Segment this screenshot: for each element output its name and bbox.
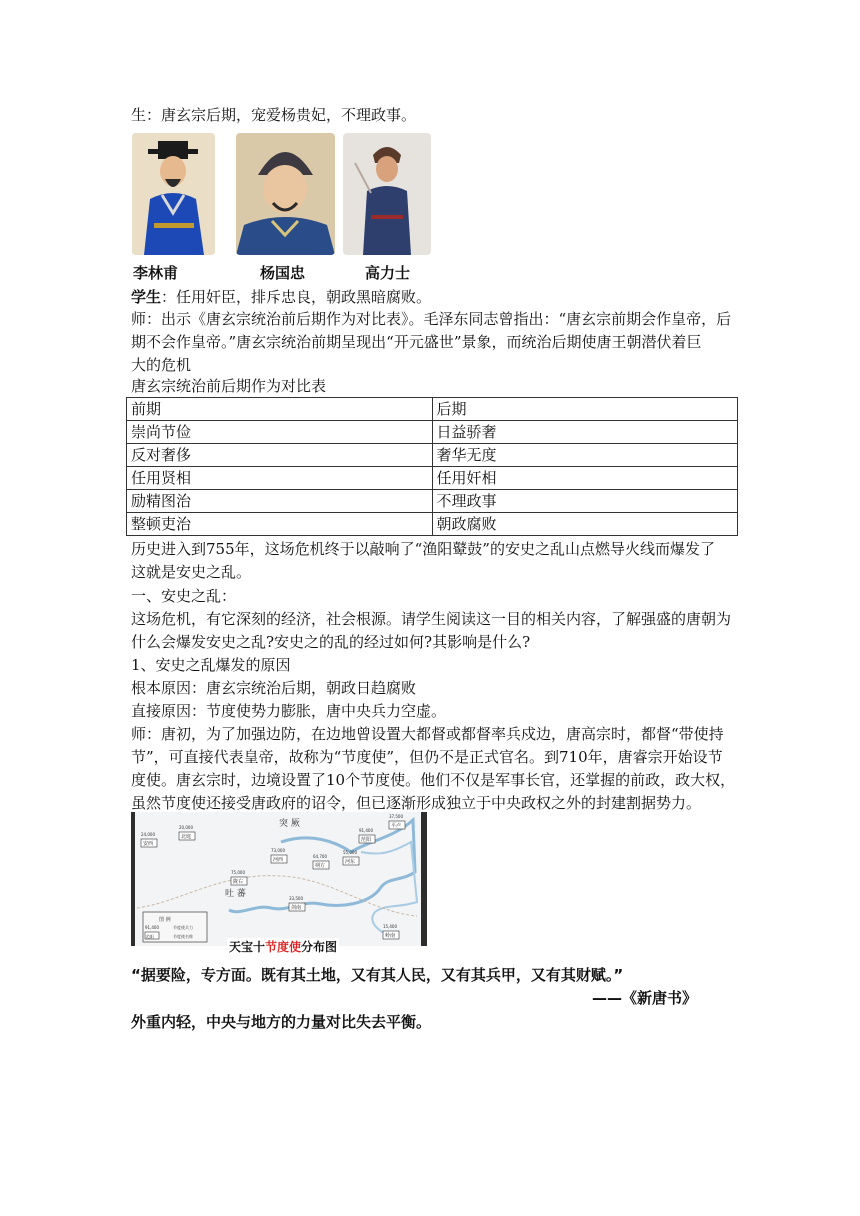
table-cell: 朝政腐败 bbox=[432, 513, 738, 536]
table-row bbox=[127, 444, 738, 467]
table-cell: 奢华无度 bbox=[432, 444, 738, 467]
header-cell-early: 前期 bbox=[127, 398, 433, 421]
teacher-para-line-1: 师：出示《唐玄宗统治前后期作为对比表》。毛泽东同志曾指出：“唐玄宗前期会作皇帝，后 bbox=[131, 310, 732, 328]
table-row bbox=[127, 421, 738, 444]
table-title: 唐玄宗统治前后期作为对比表 bbox=[131, 377, 327, 395]
map-legend-name: 节度使名称 bbox=[173, 934, 193, 939]
table-row bbox=[127, 490, 738, 513]
conclusion: 外重内轻，中央与地方的力量对比失去平衡。 bbox=[131, 1013, 432, 1031]
region-pinglu: 平卢 bbox=[391, 823, 402, 829]
region-hedong: 河东 bbox=[345, 859, 356, 865]
region-anxi: 安西 bbox=[143, 841, 154, 847]
table-cell: 反对奢侈 bbox=[127, 444, 433, 467]
table-cell: 崇尚节俭 bbox=[127, 421, 433, 444]
table-cell: 整顿吏治 bbox=[127, 513, 433, 536]
header-cell-late: 后期 bbox=[432, 398, 738, 421]
portrait-yang-guozhong bbox=[236, 133, 335, 255]
troops-hexi: 73,000 bbox=[271, 848, 285, 853]
map-title-suffix: 分布图 bbox=[301, 940, 338, 954]
jiedushi-para-line-1: 师：唐初，为了加强边防，在边地曾设置大都督或都督率兵戍边，唐高宗时，都督“带使持 bbox=[131, 725, 724, 743]
troops-anxi: 24,000 bbox=[141, 832, 155, 837]
table-row bbox=[127, 467, 738, 490]
jiedushi-para-line-2: 节”，可直接代表皇帝，故称为“节度使”，但仍不是正式官名。到710年，唐睿宗开始设节 bbox=[131, 748, 723, 766]
direct-cause: 直接原因：节度使势力膨胀，唐中央兵力空虚。 bbox=[131, 702, 447, 720]
table-header-row bbox=[127, 398, 738, 421]
history-para-line-2: 这就是安史之乱。 bbox=[131, 563, 252, 581]
jiedushi-map bbox=[131, 812, 427, 954]
comparison-table bbox=[126, 397, 738, 536]
table-cell: 任用奸相 bbox=[432, 467, 738, 490]
subheading-causes: 1、安史之乱爆发的原因 bbox=[131, 656, 291, 674]
table-row bbox=[127, 513, 738, 536]
map-title-highlight: 节度使 bbox=[265, 940, 302, 954]
crisis-para-line-1: 这场危机，有它深刻的经济，社会根源。请学生阅读这一目的相关内容，了解强盛的唐朝为 bbox=[131, 610, 732, 628]
map-image bbox=[131, 812, 427, 946]
caption-gao-lishi: 高力士 bbox=[365, 264, 411, 282]
table-cell: 任用贤相 bbox=[127, 467, 433, 490]
map-legend-troops: 节度使兵力 bbox=[173, 925, 193, 930]
region-jiannan: 剑南 bbox=[291, 905, 302, 911]
history-para-line-1: 历史进入到755年，这场危机终于以敲响了“渔阳鼙鼓”的安史之乱山点燃导火线而爆发了 bbox=[131, 540, 715, 558]
region-lingnan: 岭南 bbox=[385, 933, 396, 939]
map-legend-title: 图 例 bbox=[159, 917, 171, 923]
troops-jiannan: 33,500 bbox=[289, 896, 303, 901]
troops-fanyang: 91,400 bbox=[359, 828, 373, 833]
portrait-gao-lishi bbox=[343, 133, 431, 255]
caption-yang-guozhong: 杨国忠 bbox=[260, 264, 306, 282]
li-linfu-image bbox=[132, 133, 215, 255]
region-longyou: 陇右 bbox=[233, 879, 244, 885]
root-cause: 根本原因：唐玄宗统治后期，朝政日趋腐败 bbox=[131, 679, 417, 697]
map-legend bbox=[143, 912, 207, 942]
map-title bbox=[227, 938, 339, 955]
jiedushi-para-line-4: 虽然节度使还接受唐政府的诏令，但已逐渐形成独立于中央政权之外的封建割据势力。 bbox=[131, 794, 702, 812]
table-cell: 日益骄奢 bbox=[432, 421, 738, 444]
troops-longyou: 75,000 bbox=[231, 870, 245, 875]
region-fanyang: 范阳 bbox=[361, 837, 372, 843]
crisis-para-line-2: 什么会爆发安史之乱?安史之的乱的经过如何?其影响是什么? bbox=[131, 633, 531, 651]
troops-hedong: 55,000 bbox=[343, 850, 357, 855]
troops-lingnan: 15,400 bbox=[383, 924, 397, 929]
intro-line: 生：唐玄宗后期，宠爱杨贵妃，不理政事。 bbox=[131, 106, 417, 124]
student-label: 学生 bbox=[131, 288, 162, 306]
map-label-tujue: 突 厥 bbox=[279, 819, 300, 829]
teacher-para-line-2: 期不会作皇帝。”唐玄宗统治前期呈现出“开元盛世”景象，而统治后期使唐王朝潜伏着巨 bbox=[131, 333, 702, 351]
map-label-tubo: 吐 蕃 bbox=[225, 889, 246, 899]
table-cell: 不理政事 bbox=[432, 490, 738, 513]
region-hexi: 河西 bbox=[273, 857, 284, 863]
quote-source: ——《新唐书》 bbox=[592, 989, 698, 1007]
section-heading-1: 一、安史之乱： bbox=[131, 587, 237, 605]
troops-beiting: 20,000 bbox=[179, 825, 193, 830]
student-text: ：任用奸臣，排斥忠良，朝政黑暗腐败。 bbox=[161, 288, 432, 306]
troops-pinglu: 37,500 bbox=[389, 814, 403, 819]
map-legend-troops-value: 91,400 bbox=[145, 925, 159, 930]
table-cell: 励精图治 bbox=[127, 490, 433, 513]
teacher-para-line-3: 大的危机 bbox=[131, 356, 192, 374]
yang-guozhong-image bbox=[236, 133, 335, 255]
region-beiting: 北庭 bbox=[181, 834, 192, 840]
map-title-prefix: 天宝十 bbox=[229, 940, 266, 954]
map-legend-name-sample: 范阳 bbox=[146, 934, 154, 939]
troops-shuofang: 64,700 bbox=[313, 854, 327, 859]
student-line bbox=[131, 286, 431, 308]
region-shuofang: 朔方 bbox=[315, 863, 326, 869]
caption-li-linfu: 李林甫 bbox=[133, 264, 179, 282]
gao-lishi-image bbox=[343, 133, 431, 255]
jiedushi-para-line-3: 度使。唐玄宗时，边境设置了10个节度使。他们不仅是军事长官，还掌握的前政，政大权， bbox=[131, 771, 736, 789]
quote: “据要险，专方面。既有其土地，又有其人民，又有其兵甲，又有其财赋。” bbox=[131, 966, 624, 984]
portrait-li-linfu bbox=[132, 133, 215, 255]
